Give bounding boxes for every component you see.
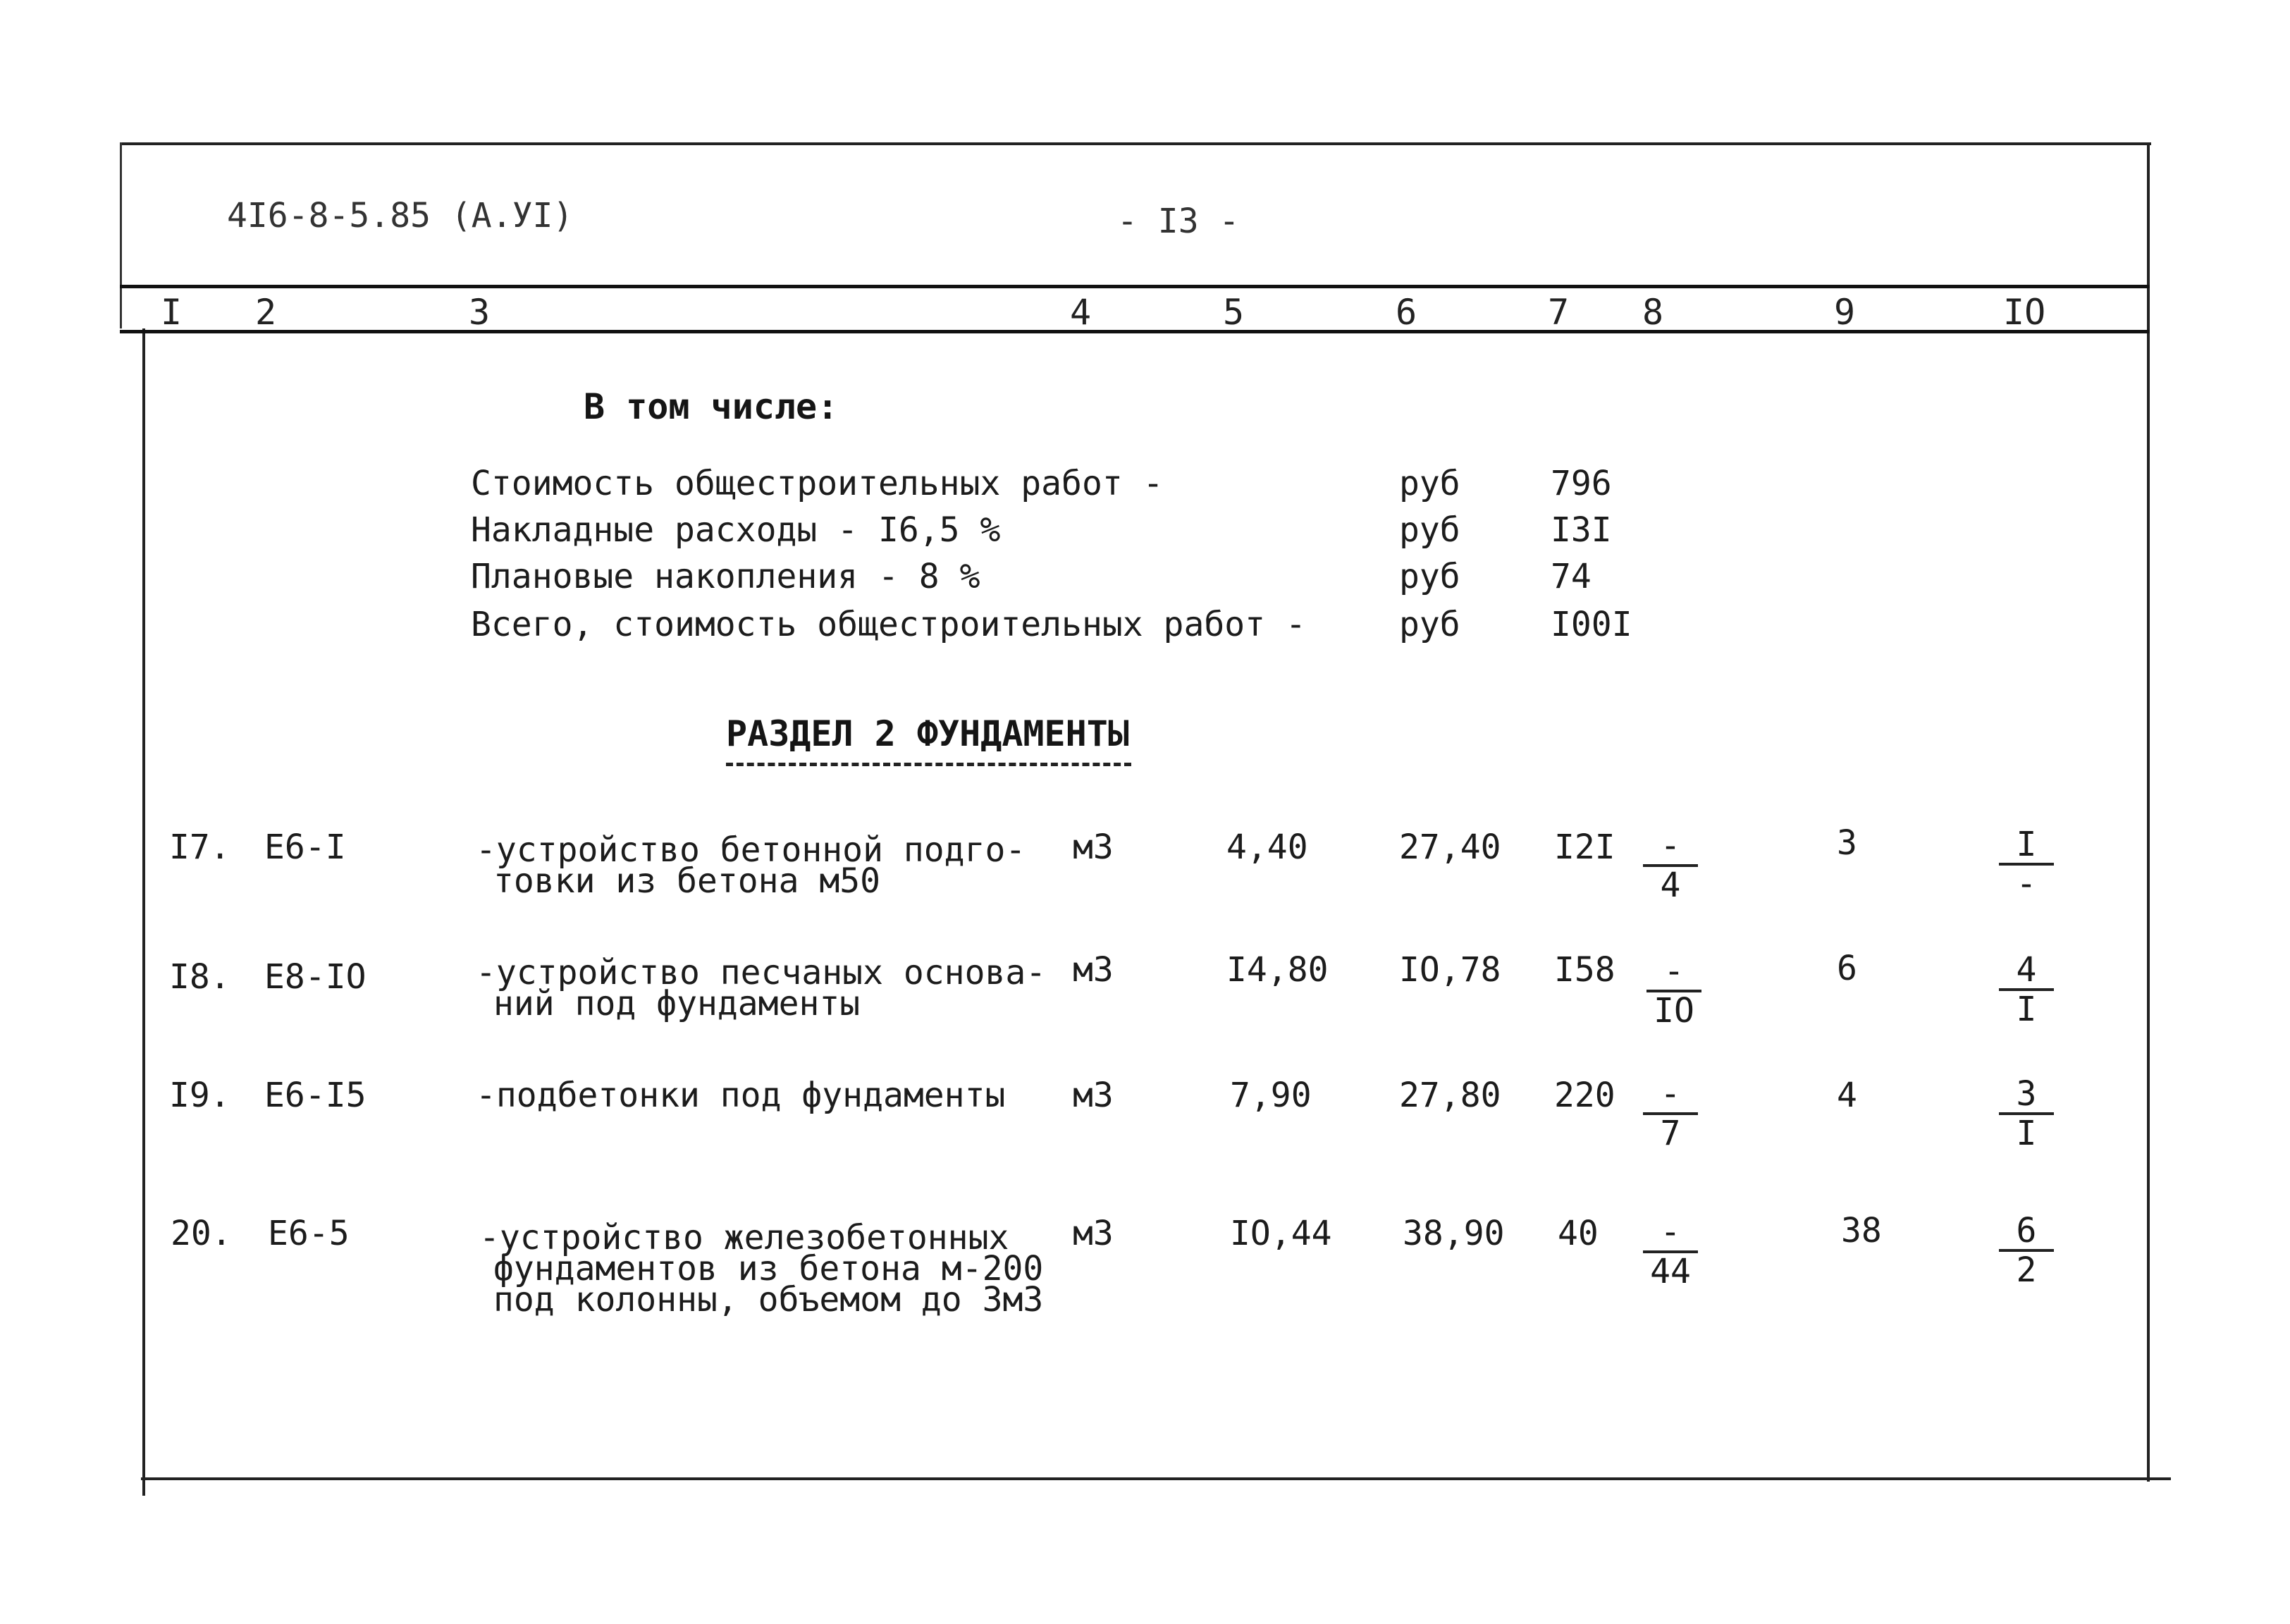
row-number: I8. [169, 957, 230, 997]
subtotal-value: 74 [1551, 557, 1592, 596]
unit-price: 38,90 [1403, 1214, 1505, 1253]
col8-numerator: - [1660, 826, 1681, 866]
col8-numerator: - [1663, 952, 1685, 991]
frame-top-border [120, 142, 2151, 145]
work-description-line: под колонны, объемом до 3м3 [493, 1280, 1044, 1320]
column-number-5: 5 [1223, 292, 1245, 333]
subtotal-unit: руб [1399, 557, 1460, 596]
frame-bottom-border [141, 1477, 2171, 1480]
col10-denominator: I [2016, 1114, 2037, 1153]
quantity: IO,44 [1230, 1214, 1332, 1253]
col8-denominator: IO [1654, 991, 1694, 1031]
col8-denominator: 4 [1660, 866, 1681, 905]
column-number-1: I [161, 292, 183, 333]
section-title-underline [726, 763, 1131, 766]
subtotal-unit: руб [1399, 510, 1460, 550]
col8-denominator: 44 [1650, 1252, 1691, 1291]
column-number-3: 3 [469, 292, 491, 333]
unit: м3 [1073, 950, 1114, 990]
subtotal-label: Накладные расходы - I6,5 % [471, 510, 1001, 550]
col8-fraction [1642, 952, 1706, 1031]
work-description-line: -устройство песчаных основа- [476, 953, 1047, 992]
col10-denominator: - [2016, 864, 2037, 904]
work-description-line: -устройство железобетонных [479, 1218, 1009, 1257]
subtotal-unit: руб [1399, 605, 1460, 644]
quantity: 4,40 [1226, 828, 1308, 867]
row-number: 20. [171, 1214, 232, 1253]
total-cost: I2I [1554, 828, 1615, 867]
work-description-line: ний под фундаменты [493, 984, 861, 1023]
rate-code: Е6-I5 [264, 1076, 367, 1115]
work-description-line: -устройство бетонной подго- [476, 830, 1026, 870]
column-number-2: 2 [255, 292, 277, 333]
subtotal-value: 796 [1551, 464, 1612, 503]
column-header-top-rule [120, 285, 2150, 288]
col10-numerator: I [2016, 825, 2037, 864]
unit: м3 [1073, 1214, 1114, 1253]
rate-code: Е6-I [264, 828, 346, 867]
total-cost: I58 [1554, 950, 1615, 990]
frame-left-border [120, 142, 122, 328]
col9-value: 38 [1841, 1211, 1882, 1250]
column-number-9: 9 [1834, 292, 1856, 333]
unit: м3 [1073, 1076, 1114, 1115]
page-number: - I3 - [1117, 202, 1240, 241]
col10-denominator: 2 [2016, 1250, 2037, 1290]
col9-value: 4 [1837, 1076, 1857, 1115]
col10-fraction [1995, 950, 2058, 1029]
rate-code: Е6-5 [268, 1214, 350, 1253]
total-cost: 220 [1554, 1076, 1615, 1115]
col10-fraction [1995, 1211, 2058, 1290]
total-cost: 40 [1558, 1214, 1599, 1253]
column-number-6: 6 [1396, 292, 1417, 333]
section-title: РАЗДЕЛ 2 ФУНДАМЕНТЫ [726, 713, 1129, 754]
subtotal-value: I3I [1551, 510, 1612, 550]
col8-numerator: - [1660, 1212, 1681, 1252]
frame-left-border-lower [142, 328, 145, 1496]
subtotal-unit: руб [1399, 464, 1460, 503]
col8-fraction [1639, 1074, 1702, 1153]
col9-value: 6 [1837, 949, 1857, 988]
col8-fraction [1639, 826, 1702, 905]
quantity: I4,80 [1226, 950, 1329, 990]
column-number-7: 7 [1548, 292, 1570, 333]
unit-price: 27,40 [1399, 828, 1501, 867]
col10-denominator: I [2016, 990, 2037, 1029]
subtotal-heading: В том числе: [584, 386, 839, 427]
work-description-line: -подбетонки под фундаменты [476, 1076, 1006, 1115]
col10-fraction [1995, 1074, 2058, 1153]
subtotal-label: Плановые накопления - 8 % [471, 557, 980, 596]
document-code: 4I6-8-5.85 (А.УI) [227, 196, 574, 235]
work-description-line: фундаментов из бетона м-200 [493, 1249, 1044, 1288]
column-number-10: IO [2003, 292, 2046, 333]
row-number: I7. [169, 828, 230, 867]
column-number-8: 8 [1642, 292, 1664, 333]
col8-denominator: 7 [1660, 1114, 1681, 1153]
col8-numerator: - [1660, 1074, 1681, 1114]
col10-numerator: 3 [2016, 1074, 2037, 1114]
subtotal-label: Стоимость общестроительных работ - [471, 464, 1164, 503]
subtotal-label: Всего, стоимость общестроительных работ - [471, 605, 1306, 644]
col9-value: 3 [1837, 823, 1857, 863]
column-number-4: 4 [1070, 292, 1092, 333]
row-number: I9. [169, 1076, 230, 1115]
rate-code: Е8-IO [264, 957, 367, 997]
unit-price: 27,80 [1399, 1076, 1501, 1115]
col8-fraction [1639, 1212, 1702, 1291]
unit-price: IO,78 [1399, 950, 1501, 990]
frame-right-border [2147, 142, 2150, 1482]
work-description-line: товки из бетона м50 [493, 861, 881, 901]
col10-numerator: 6 [2016, 1211, 2037, 1250]
subtotal-value: I00I [1551, 605, 1632, 644]
col10-fraction [1995, 825, 2058, 904]
col10-numerator: 4 [2016, 950, 2037, 990]
quantity: 7,90 [1230, 1076, 1312, 1115]
unit: м3 [1073, 828, 1114, 867]
